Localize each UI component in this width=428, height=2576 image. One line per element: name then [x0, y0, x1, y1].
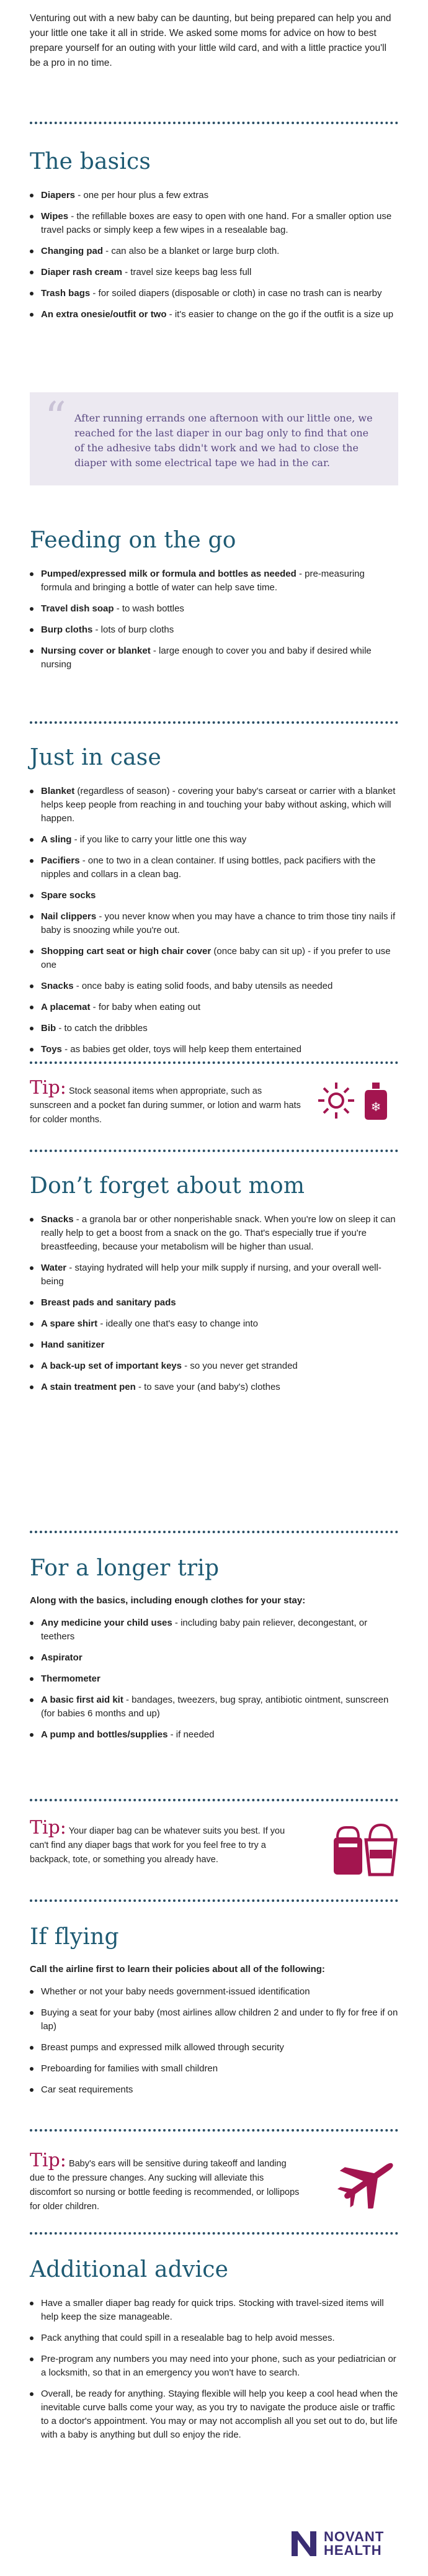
justincase-section — [30, 745, 398, 1056]
tip-diaper-bag — [30, 1819, 398, 1881]
list-item: Diapers - one per hour plus a few extras — [30, 189, 398, 202]
list-item: Preboarding for families with small children — [30, 2062, 398, 2076]
tip-text: Tip: Baby's ears will be sensitive during takeoff and landing due to the pressure changes. Any sucking will alleviate this discomfort so nursing or bottle feeding is recommended, or lollipops for older children. — [30, 2150, 300, 2212]
list-item: Pacifiers - one to two in a clean container. If using bottles, pack pacifiers with the nipples and collars in a clean bag. — [30, 854, 398, 881]
longer-list — [30, 1616, 398, 1742]
list-item: Wipes - the refillable boxes are easy to open with one hand. For a smaller option use travel packs or simply keep a few wipes in a resealable bag. — [30, 210, 398, 237]
mom-title: Don’t forget about mom — [30, 1173, 305, 1199]
list-item: Shopping cart seat or high chair cover (once baby can sit up) - if you prefer to use one — [30, 945, 398, 972]
list-item: A placemat - for baby when eating out — [30, 1001, 398, 1014]
list-item: Pumped/expressed milk or formula and bottles as needed - pre-measuring formula and bringing a bottle of water can help save time. — [30, 567, 398, 595]
list-item: Snacks - once baby is eating solid foods, and baby utensils as needed — [30, 980, 398, 993]
advice-section — [30, 2257, 398, 2442]
airplane-icon — [336, 2155, 398, 2209]
quote-callout — [30, 392, 398, 485]
list-item: Have a smaller diaper bag ready for quick trips. Stocking with travel-sized items will help keep the size manageable. — [30, 2297, 398, 2324]
list-item: Spare socks — [30, 889, 398, 903]
list-item: Pack anything that could spill in a resealable bag to help avoid messes. — [30, 2331, 398, 2345]
feeding-list — [30, 567, 398, 672]
list-item: Thermometer — [30, 1672, 398, 1686]
quote-text: After running errands one afternoon with our little one, we reached for the last diaper in our bag only to find that one of the adhesive tabs didn't work and we had to close the diaper with some electrical tape we had in the car. — [74, 412, 373, 469]
tip-seasonal — [30, 1079, 398, 1135]
list-item: A sling - if you like to carry your little one this way — [30, 833, 398, 847]
longer-section — [30, 1556, 398, 1742]
list-item: Blanket (regardless of season) - covering your baby's carseat or carrier with a blanket helps keep people from reaching in and touching your baby without asking, which will happen. — [30, 785, 398, 826]
logo-mark-icon — [290, 2530, 318, 2557]
tip-text: Tip: Stock seasonal items when appropriate, such as sunscreen and a pocket fan during summer, or lotion and warm hats for colder months. — [30, 1077, 301, 1125]
longer-lead: Along with the basics, including enough clothes for your stay: — [30, 1595, 306, 1606]
novant-health-logo — [290, 2529, 402, 2557]
section-divider — [30, 1899, 398, 1902]
list-item: An extra onesie/outfit or two - it's easier to change on the go if the outfit is a size up — [30, 308, 398, 322]
list-item: Buying a seat for your baby (most airlines allow children 2 and under to fly for free if on lap) — [30, 2006, 398, 2033]
basics-list — [30, 189, 398, 322]
justincase-list — [30, 785, 398, 1056]
tip-icons — [336, 2155, 398, 2212]
bag-icon — [330, 1819, 398, 1878]
flying-lead: Call the airline first to learn their policies about all of the following: — [30, 1964, 325, 1975]
list-item: Water - staying hydrated will help your milk supply if nursing, and your overall well-being — [30, 1261, 398, 1289]
tip-text: Tip: Your diaper bag can be whatever suits you best. If you can't find any diaper bags that work for you feel free to try a backpack, tote, or something you already have. — [30, 1817, 285, 1865]
flying-list — [30, 1985, 398, 2097]
section-divider — [30, 2232, 398, 2235]
list-item: Whether or not your baby needs government-issued identification — [30, 1985, 398, 1999]
intro-block — [30, 11, 398, 71]
list-item: Hand sanitizer — [30, 1338, 398, 1352]
tip-icons — [330, 1819, 398, 1881]
list-item: Nursing cover or blanket - large enough to cover you and baby if desired while nursing — [30, 644, 398, 672]
section-divider — [30, 1799, 398, 1801]
list-item: A spare shirt - ideally one that's easy to change into — [30, 1317, 398, 1331]
feeding-title: Feeding on the go — [30, 528, 236, 553]
section-divider — [30, 2129, 398, 2132]
list-item: A pump and bottles/supplies - if needed — [30, 1728, 398, 1742]
list-item: A back-up set of important keys - so you never get stranded — [30, 1359, 398, 1373]
section-divider — [30, 122, 398, 124]
section-divider — [30, 1150, 398, 1152]
list-item: Overall, be ready for anything. Staying flexible will help you keep a cool head when the inevitable curve balls come your way, as you try to navigate the produce aisle or traffic to a doctor's appointment. You may or may not accomplish all you set out to do, but life with a baby is anything but dull so enjoy the ride. — [30, 2387, 398, 2442]
sun-icon — [311, 1079, 398, 1122]
mom-list — [30, 1213, 398, 1394]
advice-list — [30, 2297, 398, 2442]
intro-text: Venturing out with a new baby can be daunting, but being prepared can help you and your little one take it all in stride. We asked some moms for advice on how to best prepare yourself for an outing with your little wild card, and with a little practice you'll be a pro in no time. — [30, 13, 391, 68]
list-item: Bib - to catch the dribbles — [30, 1022, 398, 1035]
list-item: Any medicine your child uses - including baby pain reliever, decongestant, or teethers — [30, 1616, 398, 1644]
flying-section — [30, 1924, 398, 2097]
basics-section — [30, 149, 398, 322]
list-item: A stain treatment pen - to save your (and baby's) clothes — [30, 1380, 398, 1394]
svg-text:❄: ❄ — [370, 1099, 381, 1114]
list-item: Aspirator — [30, 1651, 398, 1665]
basics-title: The basics — [30, 149, 151, 174]
list-item: Changing pad - can also be a blanket or large burp cloth. — [30, 245, 398, 258]
quote-mark-icon: “ — [45, 394, 66, 443]
list-item: Breast pads and sanitary pads — [30, 1296, 398, 1310]
list-item: Breast pumps and expressed milk allowed through security — [30, 2041, 398, 2055]
longer-title: For a longer trip — [30, 1556, 220, 1581]
logo-text: NOVANT HEALTH — [324, 2529, 385, 2558]
list-item: Toys - as babies get older, toys will help keep them entertained — [30, 1043, 398, 1056]
list-item: Pre-program any numbers you may need into your phone, such as your pediatrician or a locksmith, so that in an emergency you won't have to search. — [30, 2353, 398, 2380]
list-item: Nail clippers - you never know when you may have a chance to trim those tiny nails if baby is snoozing while you're out. — [30, 910, 398, 937]
list-item: Diaper rash cream - travel size keeps bag less full — [30, 266, 398, 279]
feeding-section — [30, 528, 398, 672]
list-item: Burp cloths - lots of burp cloths — [30, 623, 398, 637]
advice-title: Additional advice — [30, 2257, 229, 2282]
flying-title: If flying — [30, 1924, 119, 1950]
list-item: A basic first aid kit - bandages, tweezers, bug spray, antibiotic ointment, sunscreen (for babies 6 months and up) — [30, 1693, 398, 1721]
list-item: Travel dish soap - to wash bottles — [30, 602, 398, 616]
mom-section — [30, 1173, 398, 1394]
tip-flying — [30, 2151, 398, 2213]
list-item: Trash bags - for soiled diapers (disposable or cloth) in case no trash can is nearby — [30, 287, 398, 300]
section-divider — [30, 1061, 398, 1064]
list-item: Car seat requirements — [30, 2083, 398, 2097]
section-divider — [30, 721, 398, 724]
list-item: Snacks - a granola bar or other nonperishable snack. When you're low on sleep it can really help to get a boost from a snack on the go. That's especially true if you're breastfeeding, because your metabolism will be higher than usual. — [30, 1213, 398, 1254]
justincase-title: Just in case — [30, 745, 161, 770]
section-divider — [30, 1531, 398, 1533]
tip-icons — [311, 1079, 398, 1125]
